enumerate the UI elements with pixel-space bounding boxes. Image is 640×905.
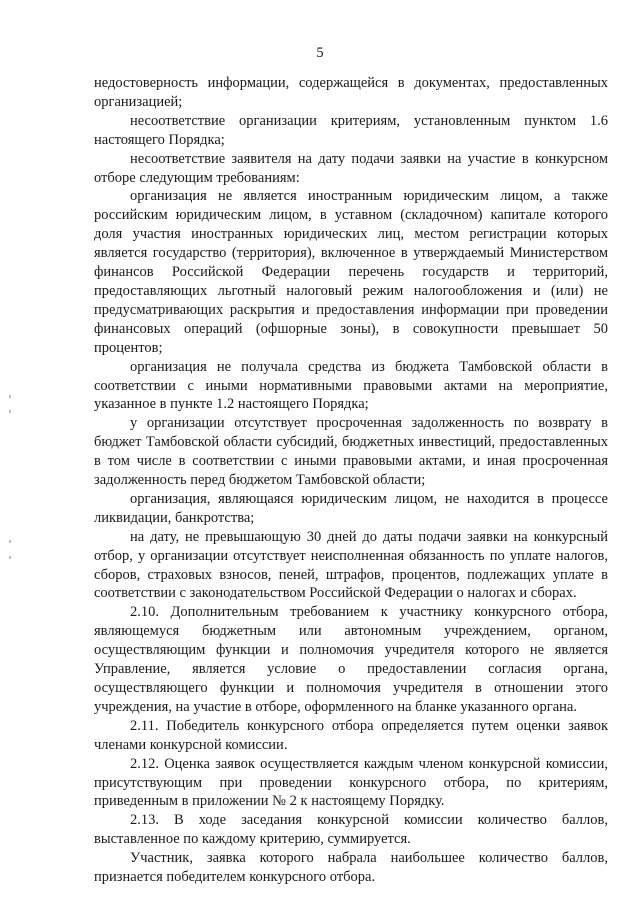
binding-mark (9, 556, 11, 559)
paragraph: организация не является иностранным юридическим лицом, а также российским юридическим лицом, в уставном (складочном) капитале которого доля участия иностранных юридических лиц, местом регистрации которых является государство (территория), включенное в утверждаемый Министерством финансов Российской Федерации перечень государств и территорий, предоставляющих льготный налоговый режим налогообложения и (или) не предусматривающих раскрытия и предоставления информации при проведении финансовых операций (офшорные зоны), в совокупности превышает 50 процентов; (94, 188, 608, 356)
paragraph: недостоверность информации, содержащейся в документах, предоставленных организацией; (94, 75, 608, 110)
paragraph: 2.11. Победитель конкурсного отбора определяется путем оценки заявок членами конкурсной комиссии. (94, 717, 608, 753)
paragraph: организация не получала средства из бюджета Тамбовской области в соответствии с иными нормативными правовыми актами на мероприятие, указанное в пункте 1.2 настоящего Порядка; (94, 358, 608, 413)
page-number: 5 (316, 45, 324, 61)
binding-mark (9, 540, 11, 543)
document-body (94, 74, 608, 887)
paragraph: организация, являющаяся юридическим лицом, не находится в процессе ликвидации, банкротства; (94, 490, 608, 526)
paragraph: 2.13. В ходе заседания конкурсной комиссии количество баллов, выставленное по каждому критерию, суммируется. (94, 812, 608, 848)
paragraph: 2.12. Оценка заявок осуществляется каждым членом конкурсной комиссии, присутствующим при проведении конкурсного отбора, по критериям, приведенным в приложении № 2 к настоящему Порядку. (94, 755, 608, 810)
paragraph: у организации отсутствует просроченная задолженность по возврату в бюджет Тамбовской области субсидий, бюджетных инвестиций, предоставленных в том числе в соответствии с иными правовыми актами, и иная просроченная задолженность перед бюджетом Тамбовской области; (94, 415, 608, 489)
paragraph: на дату, не превышающую 30 дней до даты подачи заявки на конкурсный отбор, у организации отсутствует неисполненная обязанность по уплате налогов, сборов, страховых взносов, пеней, штрафов, процентов, подлежащих уплате в соответствии с законодательством Российской Федерации о налогах и сборах. (94, 528, 608, 602)
binding-mark (9, 395, 11, 398)
paragraph: несоответствие заявителя на дату подачи заявки на участие в конкурсном отборе следующим требованиям: (94, 150, 608, 186)
paragraph: несоответствие организации критериям, установленным пунктом 1.6 настоящего Порядка; (94, 112, 608, 148)
paragraph: Участник, заявка которого набрала наибольшее количество баллов, признается победителем конкурсного отбора. (94, 850, 608, 886)
binding-mark (9, 410, 11, 413)
paragraph: 2.10. Дополнительным требованием к участнику конкурсного отбора, являющемуся бюджетным или автономным учреждением, органом, осуществляющим функции и полномочия учредителя которого не является Управление, является условие о предоставлении согласия органа, осуществляющего функции и полномочия учредителя в отношении этого учреждения, на участие в отборе, оформленного на бланке указанного органа. (94, 604, 608, 715)
